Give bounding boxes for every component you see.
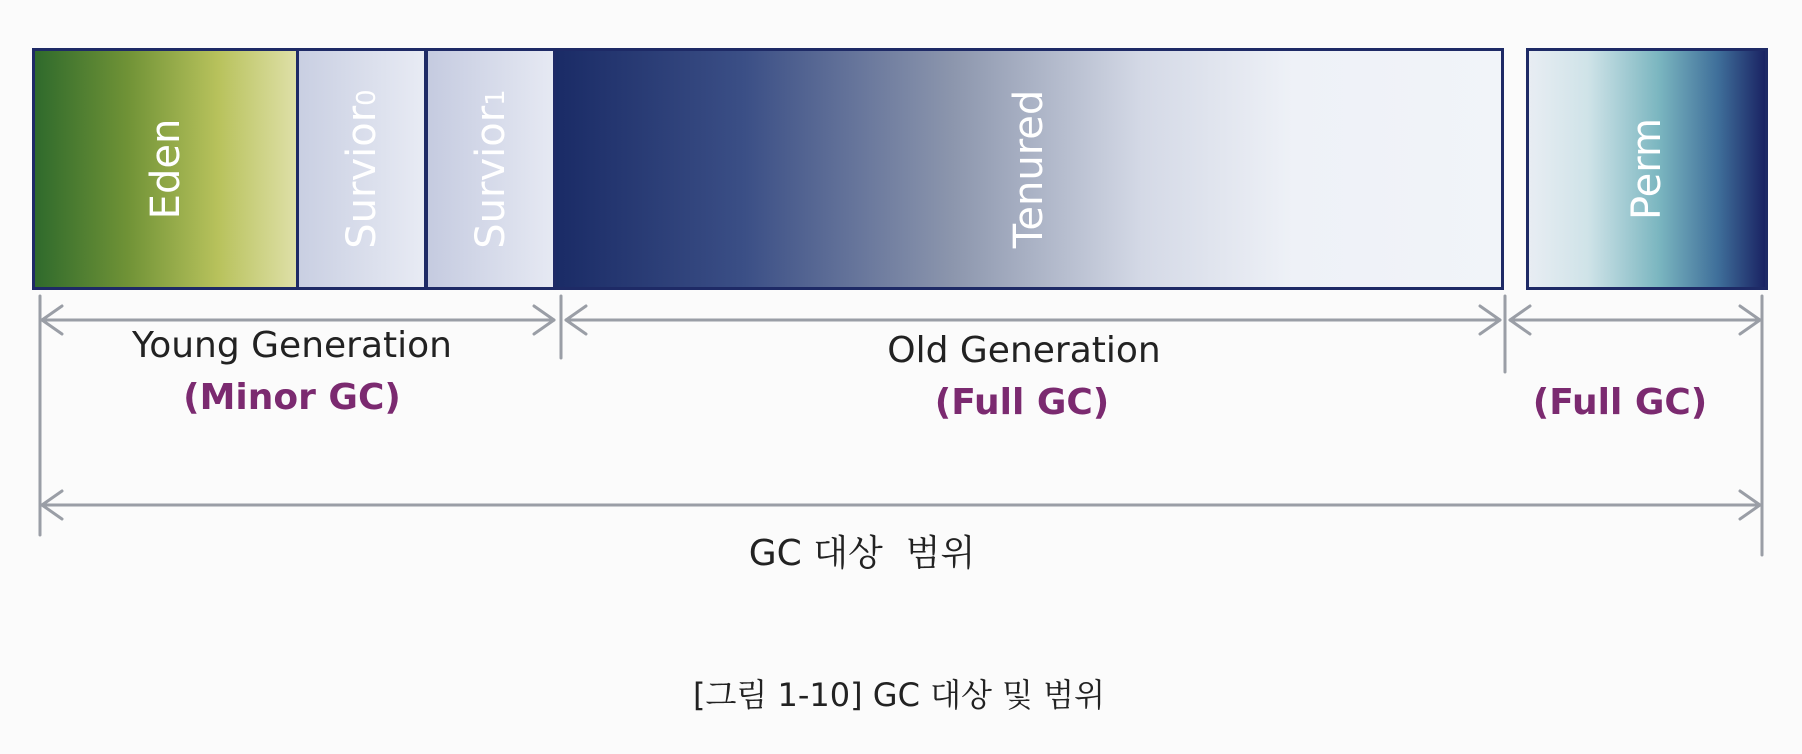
survivor0-label: Survior xyxy=(338,105,385,249)
tenured-label: Tenured xyxy=(1005,89,1052,249)
eden-label: Eden xyxy=(143,118,189,220)
gc-scope-label: GC 대상 범위 xyxy=(748,533,976,574)
survivor0-subscript: 0 xyxy=(351,89,382,106)
gc-scope-arrow xyxy=(42,491,1760,519)
survivor1-label: Survior xyxy=(467,105,514,249)
young-generation-label: Young Generation xyxy=(132,325,452,366)
old-full-gc-label: (Full GC) xyxy=(934,382,1110,423)
old-generation-label: Old Generation xyxy=(887,330,1161,371)
perm-full-gc-label: (Full GC) xyxy=(1532,382,1708,423)
survivor1-subscript: 1 xyxy=(480,89,511,106)
perm-label: Perm xyxy=(1624,117,1670,221)
minor-gc-label: (Minor GC) xyxy=(183,377,401,418)
figure-caption: [그림 1-10] GC 대상 및 범위 xyxy=(693,676,1105,714)
perm-range-arrow xyxy=(1510,306,1760,334)
